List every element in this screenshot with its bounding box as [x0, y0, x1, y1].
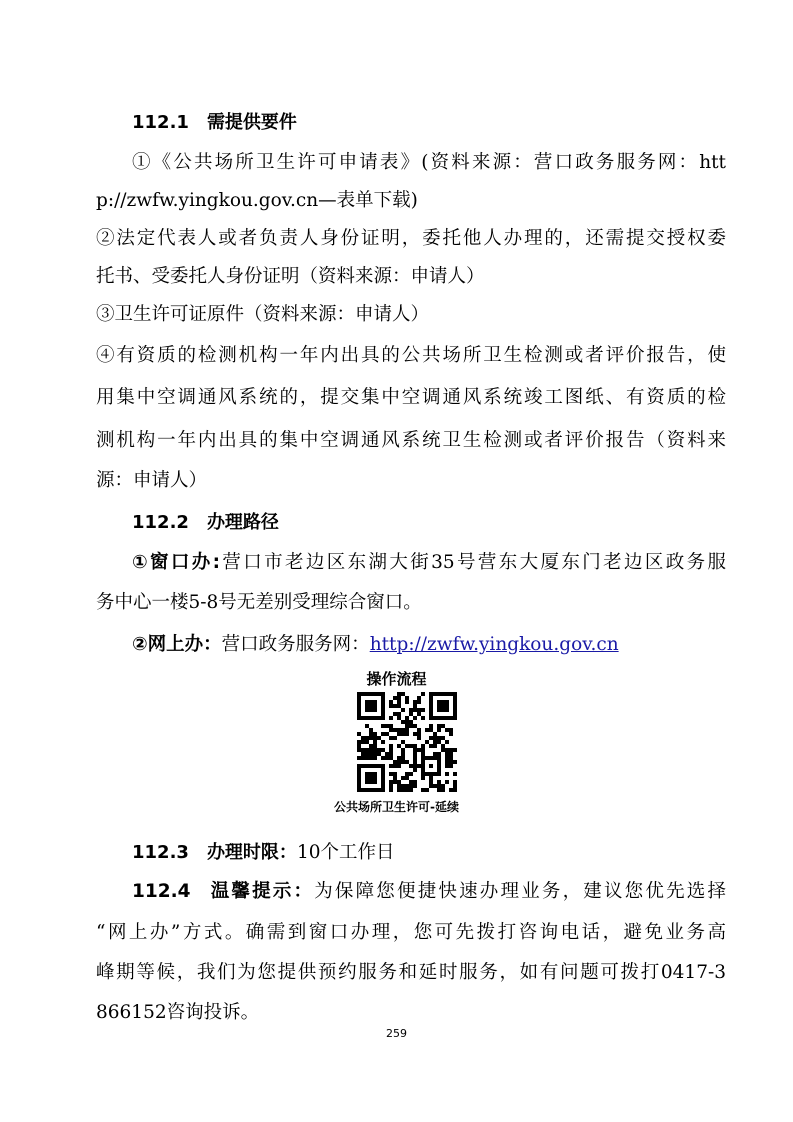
- qr-module: [441, 748, 445, 752]
- qr-module: [421, 756, 425, 760]
- qr-module: [389, 700, 393, 704]
- requirement-line-6: ④有资质的检测机构一年内出具的公共场所卫生检测或者评价报告，使: [96, 345, 726, 366]
- qr-module: [425, 728, 429, 732]
- qr-module: [417, 712, 421, 716]
- qr-module: [369, 752, 373, 756]
- qr-module: [405, 696, 409, 700]
- qr-code: [357, 692, 457, 792]
- qr-module: [425, 788, 429, 792]
- qr-module: [437, 724, 441, 728]
- qr-module: [385, 724, 389, 728]
- qr-module: [405, 700, 409, 704]
- qr-module: [357, 756, 361, 760]
- window-line-1: [132, 550, 726, 576]
- qr-module: [381, 724, 385, 728]
- qr-module: [421, 752, 425, 756]
- section-title: 办理路径: [206, 512, 279, 533]
- qr-module: [441, 784, 445, 788]
- requirement-line-9: 源：申请人）: [96, 470, 208, 491]
- qr-module: [381, 732, 385, 736]
- qr-module: [421, 716, 425, 720]
- qr-module: [365, 736, 369, 740]
- qr-module: [389, 780, 393, 784]
- qr-module: [393, 760, 397, 764]
- qr-module: [401, 748, 405, 752]
- qr-module: [405, 788, 409, 792]
- qr-module: [377, 748, 381, 752]
- qr-module: [421, 788, 425, 792]
- qr-module: [389, 724, 393, 728]
- qr-module: [393, 736, 397, 740]
- qr-module: [401, 732, 405, 736]
- requirement-line-4: 托书、受委托人身份证明（资料来源：申请人）: [96, 266, 485, 287]
- qr-module: [453, 780, 457, 784]
- tip-line-1: [132, 879, 726, 905]
- qr-module: [389, 704, 393, 708]
- qr-module: [397, 696, 401, 700]
- qr-module: [417, 700, 421, 704]
- qr-module: [433, 732, 437, 736]
- qr-module: [449, 764, 453, 768]
- qr-module: [449, 752, 453, 756]
- qr-module: [401, 788, 405, 792]
- qr-module: [429, 756, 433, 760]
- qr-module: [397, 764, 401, 768]
- qr-module: [409, 708, 413, 712]
- qr-module: [429, 784, 433, 788]
- qr-module: [437, 752, 441, 756]
- qr-module: [449, 788, 453, 792]
- qr-module: [409, 724, 413, 728]
- qr-module: [417, 732, 421, 736]
- qr-module: [377, 752, 381, 756]
- qr-module: [369, 732, 373, 736]
- qr-module: [409, 780, 413, 784]
- window-label: ①窗口办:: [132, 552, 221, 573]
- qr-module: [445, 764, 449, 768]
- qr-module: [413, 784, 417, 788]
- qr-module: [401, 728, 405, 732]
- qr-module: [437, 728, 441, 732]
- qr-finder-top-right: [429, 692, 457, 720]
- qr-module: [437, 764, 441, 768]
- qr-module: [413, 752, 417, 756]
- qr-caption: 公共场所卫生许可-延续: [334, 800, 459, 814]
- qr-module: [409, 772, 413, 776]
- requirement-line-8: 测机构一年内出具的集中空调通风系统卫生检测或者评价报告（资料来: [96, 430, 726, 451]
- qr-module: [437, 780, 441, 784]
- qr-module: [361, 736, 365, 740]
- qr-module: [385, 756, 389, 760]
- qr-module: [369, 756, 373, 760]
- qr-module: [453, 748, 457, 752]
- qr-module: [425, 772, 429, 776]
- qr-module: [445, 756, 449, 760]
- qr-module: [441, 744, 445, 748]
- online-line: [132, 632, 762, 658]
- tip-text: 为保障您便捷快速办理业务，建议您优先选择: [314, 881, 726, 902]
- qr-module: [417, 736, 421, 740]
- section-title: 办理时限：: [206, 842, 297, 863]
- qr-module: [409, 788, 413, 792]
- qr-module: [357, 748, 361, 752]
- qr-module: [389, 788, 393, 792]
- qr-module: [365, 748, 369, 752]
- section-title: 温馨提示：: [208, 881, 315, 902]
- qr-module: [361, 752, 365, 756]
- qr-module: [405, 724, 409, 728]
- qr-module: [413, 724, 417, 728]
- qr-module: [429, 776, 433, 780]
- qr-module: [409, 744, 413, 748]
- qr-module: [421, 776, 425, 780]
- requirement-line-5: ③卫生许可证原件（资料来源：申请人）: [96, 304, 430, 325]
- qr-module: [389, 744, 393, 748]
- qr-module: [433, 772, 437, 776]
- qr-module: [405, 772, 409, 776]
- requirement-line-3: ②法定代表人或者负责人身份证明，委托他人办理的，还需提交授权委: [96, 228, 726, 249]
- qr-module: [397, 760, 401, 764]
- online-text: 营口政务服务网：: [221, 634, 370, 655]
- qr-module: [373, 756, 377, 760]
- qr-module: [437, 768, 441, 772]
- qr-module: [429, 736, 433, 740]
- qr-module: [429, 744, 433, 748]
- qr-module: [401, 692, 405, 696]
- qr-module: [385, 752, 389, 756]
- qr-module: [429, 724, 433, 728]
- qr-module: [421, 692, 425, 696]
- qr-module: [441, 788, 445, 792]
- qr-module: [413, 708, 417, 712]
- qr-module: [437, 736, 441, 740]
- qr-module: [413, 768, 417, 772]
- qr-module: [417, 728, 421, 732]
- window-line-2: 务中心一楼5-8号无差别受理综合窗口。: [96, 592, 422, 613]
- qr-module: [389, 728, 393, 732]
- qr-module: [401, 784, 405, 788]
- qr-module: [449, 732, 453, 736]
- online-label: ②网上办：: [132, 634, 222, 655]
- qr-module: [357, 732, 361, 736]
- qr-module: [437, 772, 441, 776]
- qr-module: [429, 780, 433, 784]
- qr-module: [397, 700, 401, 704]
- portal-link[interactable]: http://zwfw.yingkou.gov.cn: [369, 634, 619, 655]
- qr-module: [397, 788, 401, 792]
- qr-module: [429, 764, 433, 768]
- qr-module: [397, 784, 401, 788]
- qr-module: [389, 756, 393, 760]
- qr-module: [373, 732, 377, 736]
- qr-module: [433, 784, 437, 788]
- qr-module: [373, 736, 377, 740]
- qr-module: [393, 772, 397, 776]
- qr-module: [381, 756, 385, 760]
- section-number: 112.3: [132, 842, 189, 863]
- qr-module: [405, 728, 409, 732]
- qr-module: [413, 700, 417, 704]
- qr-module: [393, 780, 397, 784]
- qr-module: [417, 708, 421, 712]
- qr-module: [369, 748, 373, 752]
- qr-module: [397, 732, 401, 736]
- qr-module: [405, 744, 409, 748]
- qr-module: [445, 772, 449, 776]
- qr-title: 操作流程: [366, 670, 427, 688]
- qr-module: [445, 740, 449, 744]
- qr-module: [405, 776, 409, 780]
- qr-module: [373, 752, 377, 756]
- qr-module: [373, 748, 377, 752]
- qr-module: [421, 744, 425, 748]
- qr-module: [369, 736, 373, 740]
- qr-module: [421, 708, 425, 712]
- qr-module: [449, 748, 453, 752]
- qr-module: [413, 744, 417, 748]
- qr-finder-bottom-left: [357, 764, 385, 792]
- qr-module: [445, 748, 449, 752]
- qr-module: [441, 736, 445, 740]
- qr-module: [421, 764, 425, 768]
- qr-module: [389, 736, 393, 740]
- qr-module: [413, 704, 417, 708]
- qr-module: [445, 752, 449, 756]
- window-text: 营口市老边区东湖大街35号营东大厦东门老边区政务服: [220, 552, 726, 573]
- qr-module: [405, 720, 409, 724]
- qr-module: [417, 764, 421, 768]
- qr-module: [413, 716, 417, 720]
- qr-module: [409, 720, 413, 724]
- qr-module: [365, 752, 369, 756]
- qr-module: [433, 756, 437, 760]
- section-number: 112.1: [132, 112, 189, 133]
- requirement-line-2: p://zwfw.yingkou.gov.cn—表单下载): [96, 190, 418, 211]
- qr-module: [357, 744, 361, 748]
- qr-module: [449, 760, 453, 764]
- qr-module: [425, 740, 429, 744]
- qr-module: [413, 756, 417, 760]
- qr-module: [397, 712, 401, 716]
- tip-line-2: “网上办”方式。确需到窗口办理，您可先拨打咨询电话，避免业务高: [96, 922, 726, 943]
- qr-module: [389, 752, 393, 756]
- qr-module: [361, 740, 365, 744]
- qr-module: [401, 752, 405, 756]
- qr-module: [373, 744, 377, 748]
- qr-module: [369, 728, 373, 732]
- qr-module: [417, 696, 421, 700]
- qr-module: [389, 748, 393, 752]
- qr-module: [405, 784, 409, 788]
- qr-module: [401, 760, 405, 764]
- qr-module: [401, 720, 405, 724]
- qr-module: [397, 704, 401, 708]
- page-number: 259: [386, 1027, 407, 1040]
- qr-module: [397, 744, 401, 748]
- qr-module: [377, 736, 381, 740]
- qr-module: [453, 760, 457, 764]
- qr-module: [413, 780, 417, 784]
- requirement-line-7: 用集中空调通风系统的，提交集中空调通风系统竣工图纸、有资质的检: [96, 387, 726, 408]
- qr-module: [397, 780, 401, 784]
- qr-module: [413, 760, 417, 764]
- section-number: 112.4: [132, 881, 191, 902]
- qr-module: [357, 740, 361, 744]
- qr-module: [389, 764, 393, 768]
- qr-module: [365, 740, 369, 744]
- qr-module: [437, 760, 441, 764]
- qr-module: [401, 740, 405, 744]
- qr-module: [425, 756, 429, 760]
- qr-module: [421, 760, 425, 764]
- qr-module: [393, 764, 397, 768]
- section-number: 112.2: [132, 512, 189, 533]
- qr-module: [401, 756, 405, 760]
- qr-module: [401, 708, 405, 712]
- qr-module: [445, 760, 449, 764]
- qr-module: [437, 740, 441, 744]
- qr-module: [361, 756, 365, 760]
- qr-module: [409, 764, 413, 768]
- qr-module: [393, 776, 397, 780]
- qr-module: [405, 732, 409, 736]
- qr-module: [389, 784, 393, 788]
- qr-module: [405, 760, 409, 764]
- qr-module: [413, 748, 417, 752]
- qr-module: [437, 784, 441, 788]
- qr-module: [369, 744, 373, 748]
- qr-module: [389, 772, 393, 776]
- qr-module: [373, 740, 377, 744]
- qr-module: [409, 712, 413, 716]
- qr-module: [449, 756, 453, 760]
- qr-module: [421, 768, 425, 772]
- qr-module: [361, 748, 365, 752]
- qr-module: [437, 756, 441, 760]
- qr-module: [453, 784, 457, 788]
- qr-module: [381, 740, 385, 744]
- qr-module: [433, 740, 437, 744]
- qr-module: [393, 728, 397, 732]
- qr-module: [393, 696, 397, 700]
- qr-module: [445, 728, 449, 732]
- section-heading-112-2: [132, 510, 762, 536]
- qr-module: [365, 756, 369, 760]
- qr-finder-top-left: [357, 692, 385, 720]
- qr-module: [409, 784, 413, 788]
- qr-module: [433, 744, 437, 748]
- qr-module: [449, 728, 453, 732]
- qr-module: [429, 728, 433, 732]
- qr-module: [413, 764, 417, 768]
- qr-module: [453, 788, 457, 792]
- qr-module: [393, 704, 397, 708]
- section-heading-112-1: [132, 110, 762, 136]
- qr-module: [401, 776, 405, 780]
- qr-module: [421, 748, 425, 752]
- qr-module: [397, 692, 401, 696]
- qr-module: [433, 736, 437, 740]
- tip-line-4: 866152咨询投诉。: [96, 1002, 260, 1023]
- qr-module: [453, 772, 457, 776]
- qr-module: [385, 732, 389, 736]
- section-heading-112-3: [132, 840, 762, 866]
- tip-line-3: 峰期等候，我们为您提供预约服务和延时服务，如有问题可拨打0417-3: [96, 962, 726, 983]
- qr-module: [429, 772, 433, 776]
- qr-module: [389, 716, 393, 720]
- qr-module: [393, 712, 397, 716]
- qr-module: [437, 788, 441, 792]
- requirement-line-1: ①《公共场所卫生许可申请表》(资料来源：营口政务服务网：htt: [132, 152, 726, 173]
- qr-module: [417, 748, 421, 752]
- qr-module: [445, 780, 449, 784]
- qr-module: [405, 716, 409, 720]
- qr-module: [421, 772, 425, 776]
- qr-module: [433, 752, 437, 756]
- section-title: 需提供要件: [206, 112, 297, 133]
- qr-module: [365, 724, 369, 728]
- qr-module: [381, 748, 385, 752]
- qr-module: [397, 716, 401, 720]
- qr-module: [397, 756, 401, 760]
- qr-module: [397, 728, 401, 732]
- processing-time-value: 10个工作日: [296, 842, 395, 863]
- qr-module: [413, 732, 417, 736]
- qr-module: [441, 724, 445, 728]
